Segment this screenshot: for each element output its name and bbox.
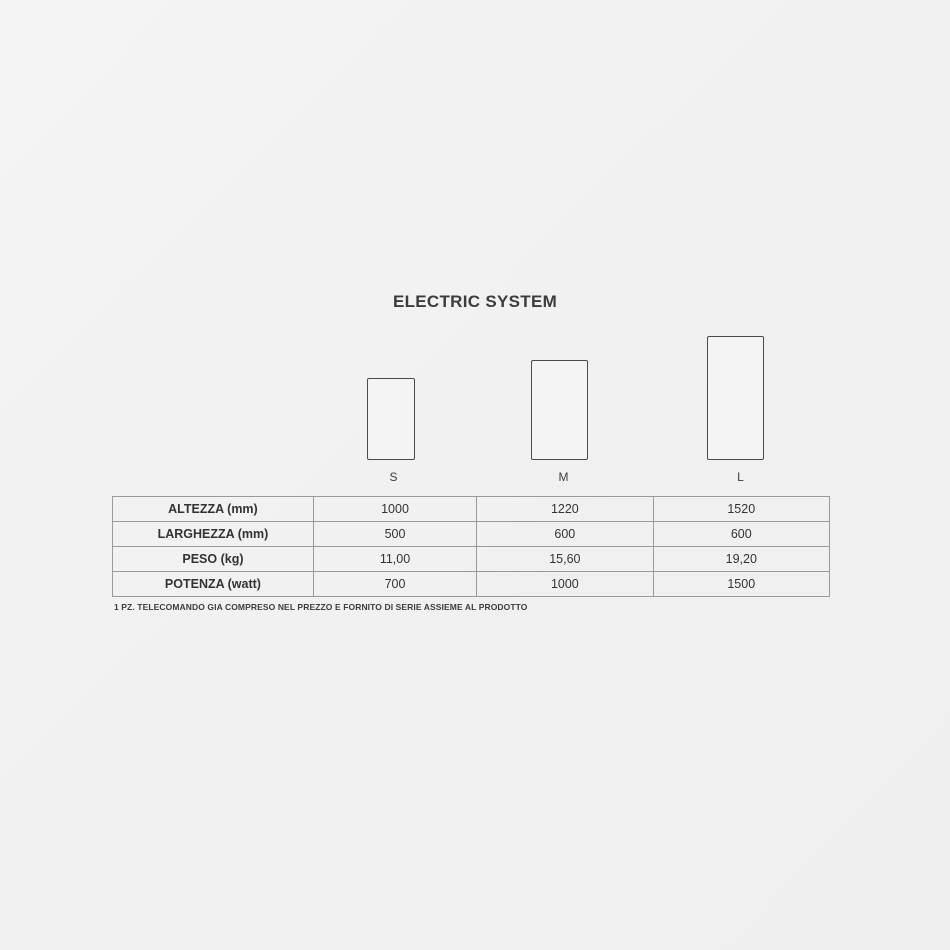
product-figures xyxy=(112,320,832,460)
cell-larghezza-m: 600 xyxy=(477,522,653,547)
cell-larghezza-l: 600 xyxy=(653,522,829,547)
table-row xyxy=(113,572,830,597)
cell-larghezza-s: 500 xyxy=(313,522,476,547)
page-title: ELECTRIC SYSTEM xyxy=(392,292,558,311)
figure-size-s xyxy=(367,378,415,460)
specification-table xyxy=(112,496,830,597)
size-label-s: S xyxy=(389,470,398,484)
cell-altezza-m: 1220 xyxy=(477,497,653,522)
table-row xyxy=(113,522,830,547)
footnote: 1 PZ. TELECOMANDO GIA COMPRESO NEL PREZZO E FORNITO DI SERIE ASSIEME AL PRODOTTO xyxy=(114,602,528,612)
cell-potenza-l: 1500 xyxy=(653,572,829,597)
cell-potenza-m: 1000 xyxy=(477,572,653,597)
cell-peso-l: 19,20 xyxy=(653,547,829,572)
size-label-l: L xyxy=(737,470,744,484)
cell-altezza-l: 1520 xyxy=(653,497,829,522)
cell-potenza-s: 700 xyxy=(313,572,476,597)
size-labels xyxy=(112,470,832,490)
row-header-potenza: POTENZA (watt) xyxy=(113,572,314,597)
product-outline-s xyxy=(367,378,415,460)
row-header-larghezza: LARGHEZZA (mm) xyxy=(113,522,314,547)
figure-size-m xyxy=(531,360,588,460)
figure-size-l xyxy=(707,336,764,460)
row-header-altezza: ALTEZZA (mm) xyxy=(113,497,314,522)
size-label-m: M xyxy=(558,470,569,484)
cell-peso-s: 11,00 xyxy=(313,547,476,572)
product-outline-m xyxy=(531,360,588,460)
table-row xyxy=(113,497,830,522)
table-row xyxy=(113,547,830,572)
cell-peso-m: 15,60 xyxy=(477,547,653,572)
row-header-peso: PESO (kg) xyxy=(113,547,314,572)
product-outline-l xyxy=(707,336,764,460)
cell-altezza-s: 1000 xyxy=(313,497,476,522)
